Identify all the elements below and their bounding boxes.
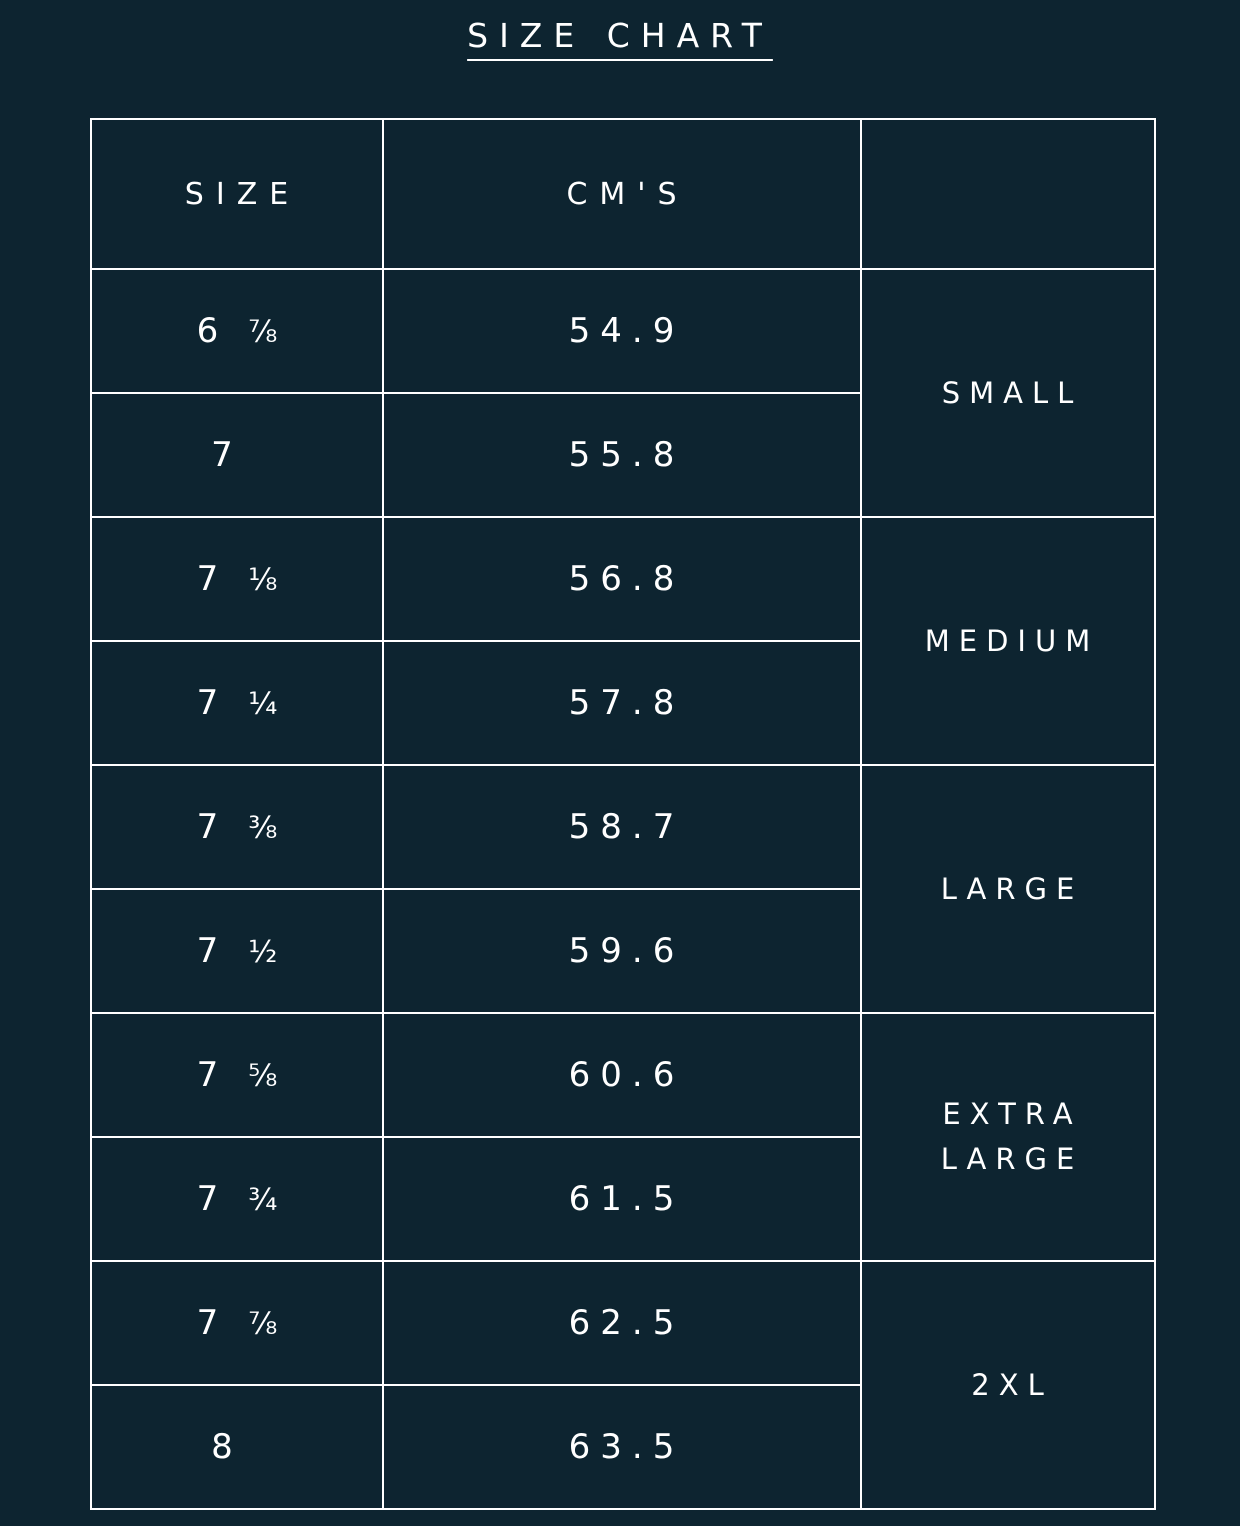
- group-label-extra-large: EXTRA LARGE: [861, 1013, 1155, 1261]
- size-fraction: ⅛: [248, 563, 278, 598]
- size-whole: 7: [211, 435, 237, 475]
- size-value-cell: [91, 889, 383, 1013]
- cm-value-cell: 55.8: [383, 393, 861, 517]
- cm-value-cell: 58.7: [383, 765, 861, 889]
- column-header-cms: CM'S: [383, 119, 861, 269]
- table-row: [91, 517, 1155, 641]
- page-title: SIZE CHART: [467, 16, 773, 55]
- size-value-cell: [91, 1385, 383, 1509]
- group-label-large: LARGE: [861, 765, 1155, 1013]
- size-value-cell: [91, 517, 383, 641]
- size-value-cell: [91, 765, 383, 889]
- size-fraction: ⅞: [248, 315, 278, 350]
- size-value-cell: [91, 1261, 383, 1385]
- size-fraction: ⅝: [248, 1059, 278, 1094]
- table-header-row: [91, 119, 1155, 269]
- cm-value-cell: 59.6: [383, 889, 861, 1013]
- cm-value-cell: 61.5: [383, 1137, 861, 1261]
- size-whole: 7: [196, 559, 223, 599]
- column-header-size: SIZE: [91, 119, 383, 269]
- size-whole: 6: [196, 311, 223, 351]
- size-value-cell: [91, 269, 383, 393]
- size-chart-table-container: [90, 118, 1154, 1472]
- table-row: [91, 1013, 1155, 1137]
- size-fraction: ¼: [248, 687, 278, 722]
- column-header-group: [861, 119, 1155, 269]
- size-fraction: ⅞: [248, 1307, 278, 1342]
- size-value-cell: [91, 1137, 383, 1261]
- size-value-cell: [91, 393, 383, 517]
- size-whole: 7: [196, 1303, 223, 1343]
- size-whole: 8: [211, 1427, 237, 1467]
- table-body: [91, 119, 1155, 1509]
- cm-value-cell: 62.5: [383, 1261, 861, 1385]
- size-whole: 7: [196, 1179, 223, 1219]
- group-label-medium: MEDIUM: [861, 517, 1155, 765]
- size-whole: 7: [196, 683, 223, 723]
- group-label-2xl: 2XL: [861, 1261, 1155, 1509]
- size-value-cell: [91, 641, 383, 765]
- size-fraction: ½: [248, 935, 278, 970]
- size-fraction: ⅜: [248, 811, 278, 846]
- size-chart-table: [90, 118, 1156, 1510]
- table-row: [91, 269, 1155, 393]
- size-whole: 7: [196, 1055, 223, 1095]
- table-row: [91, 1261, 1155, 1385]
- size-whole: 7: [196, 807, 223, 847]
- size-fraction: ¾: [248, 1183, 278, 1218]
- cm-value-cell: 54.9: [383, 269, 861, 393]
- size-value-cell: [91, 1013, 383, 1137]
- cm-value-cell: 63.5: [383, 1385, 861, 1509]
- size-whole: 7: [196, 931, 223, 971]
- cm-value-cell: 57.8: [383, 641, 861, 765]
- cm-value-cell: 56.8: [383, 517, 861, 641]
- cm-value-cell: 60.6: [383, 1013, 861, 1137]
- table-row: [91, 765, 1155, 889]
- group-label-small: SMALL: [861, 269, 1155, 517]
